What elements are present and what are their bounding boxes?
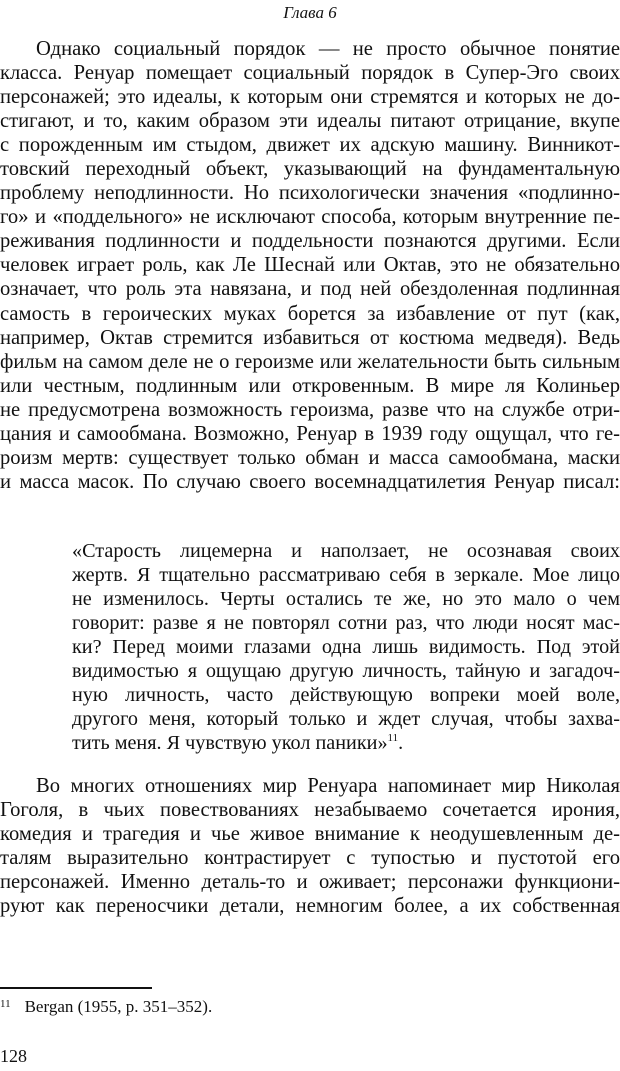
text-line: реживания подлинности и поддельности познаются другими. Если (0, 230, 620, 253)
running-header: Глава 6 (283, 3, 337, 22)
block-quote (72, 539, 620, 755)
text-line: товский переходный объект, указывающий на фундаментальную (0, 158, 620, 181)
quote-line: видимостью я ощущаю другую личность, тайную и загадоч- (72, 660, 620, 683)
quote-trailing-period: . (398, 732, 404, 755)
footnote-reference[interactable]: 11 (387, 732, 399, 745)
text-line: талям выразительно контрастирует с тупостью и пустотой его (0, 847, 620, 870)
text-line: класса. Ренуар помещает социальный порядок в Супер-Эго своих (0, 62, 620, 85)
text-line: комедия и трагедия и чье живое внимание к неодушевленным де- (0, 823, 620, 846)
text-line: с порожденным им стыдом, движет их адскую машину. Винникот- (0, 134, 620, 157)
quote-line-text: тить меня. Я чувствую укол паники» (72, 732, 388, 755)
text-line: фильм на самом деле не о героизме или желательности быть сильным (0, 350, 620, 373)
footnote-text: Bergan (1955, p. 351–352). (24, 997, 213, 1016)
text-line: руют как переносчики детали, немногим более, а их собственная (0, 895, 620, 918)
text-line: цания и самообмана. Возможно, Ренуар в 1939 году ощущал, что ге- (0, 422, 620, 445)
text-line: Во многих отношениях мир Ренуара напоминает мир Николая (36, 775, 620, 797)
text-line: означает, что роль эта навязана, и под ней обездоленная подлинная (0, 278, 620, 301)
footnote-number: 11 (0, 998, 11, 1010)
quote-line: жертв. Я тщательно рассматриваю себя в зеркале. Мое лицо (72, 564, 620, 587)
text-line: и масса масок. По случаю своего восемнадцатилетия Ренуар писал: (0, 470, 620, 493)
text-line: Однако социальный порядок — не просто обычное понятие (36, 38, 620, 60)
page-number: 128 (0, 1046, 27, 1066)
quote-line: говорит: разве я не повторял сотни раз, что люди носят мас- (72, 612, 620, 635)
quote-last-line (72, 731, 620, 755)
text-line: проблему неподлинности. Но психологически значения «подлинно- (0, 182, 620, 205)
quote-line: другого меня, который только и ждет случая, чтобы захва- (72, 708, 620, 731)
text-line: или честным, подлинным или откровенным. В мире ля Колиньер (0, 374, 620, 397)
footnote-divider (0, 987, 152, 989)
quote-line: ную личность, часто действующую вопреки моей воле, (72, 684, 620, 707)
text-line: не предусмотрена возможность героизма, разве что на службе отри- (0, 398, 620, 421)
footnote (0, 993, 212, 1018)
text-line: например, Октав стремится избавиться от костюма медведя). Ведь (0, 326, 620, 349)
text-line: персонажей; это идеалы, к которым они стремятся и которых не до- (0, 86, 620, 109)
text-line: стигают, и то, каким образом эти идеалы питают отрицание, вкупе (0, 110, 620, 133)
text-line: го» и «поддельного» не исключают способа, которым внутренние пе- (0, 206, 620, 229)
text-line: роизм мертв: существует только обман и масса самообмана, маски (0, 446, 620, 469)
quote-line: «Старость лицемерна и наползает, не осознавая своих (72, 540, 620, 562)
quote-line: не изменилось. Черты остались те же, но это мало о чем (72, 588, 620, 611)
text-line: персонажей. Именно деталь-то и оживает; персонажи функциони- (0, 871, 620, 894)
text-line: самость в героических муках борется за избавление от пут (как, (0, 302, 620, 325)
quote-line: ки? Перед моими глазами одна лишь видимость. Под этой (72, 636, 620, 659)
paragraph-2 (0, 774, 620, 918)
text-line: Гоголя, в чьих повествованиях незабываемо сочетается ирония, (0, 799, 620, 822)
paragraph-1 (0, 37, 620, 494)
text-line: человек играет роль, как Ле Шеснай или Октав, это не обязательно (0, 254, 620, 277)
